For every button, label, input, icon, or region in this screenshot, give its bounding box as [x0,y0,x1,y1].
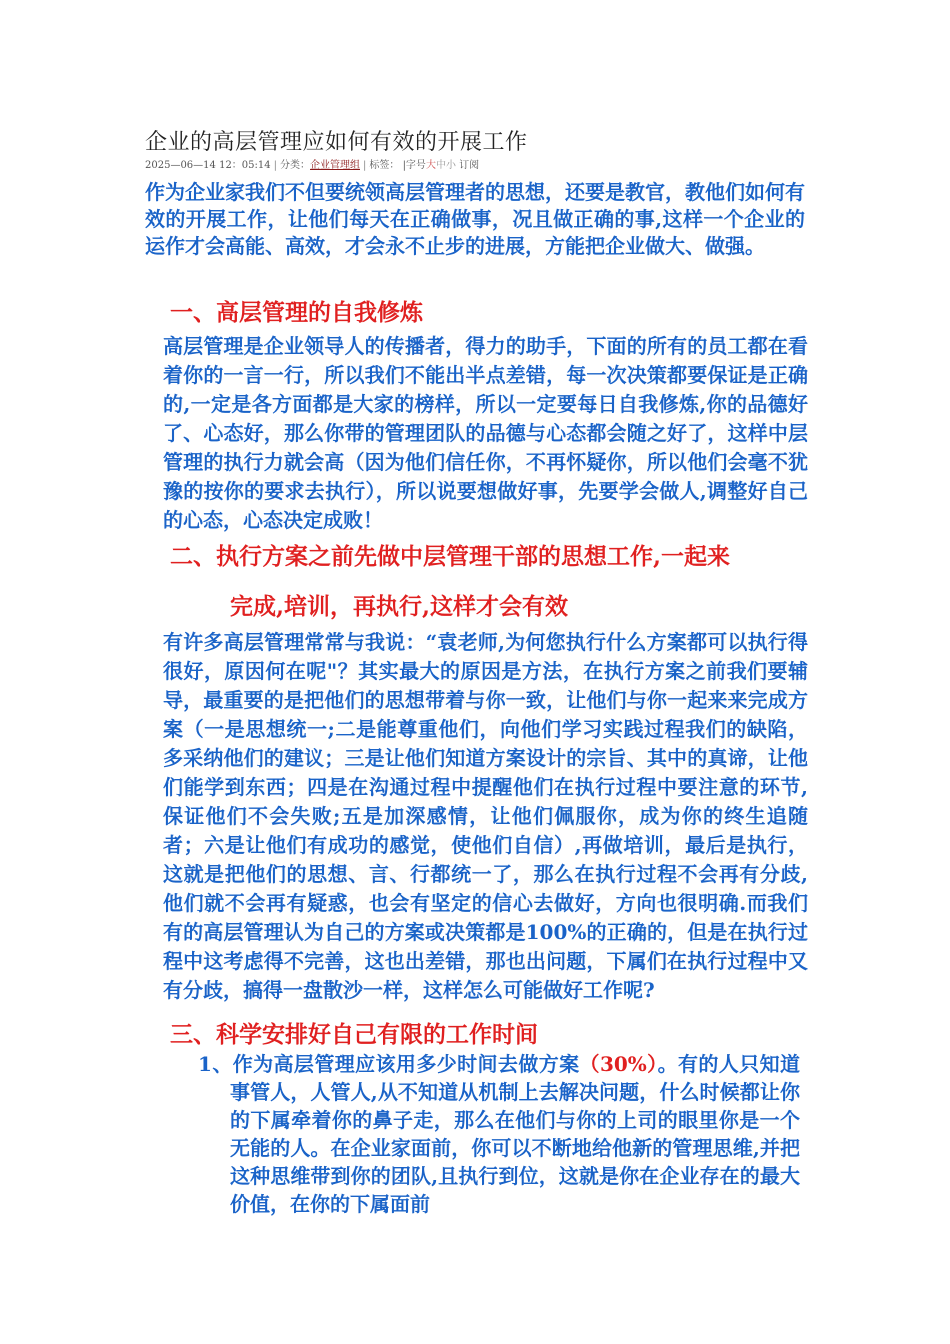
font-size-small[interactable]: 小 [445,160,456,171]
section-heading-2-line1: 二、执行方案之前先做中层管理干部的思想工作,一起来 [170,543,731,570]
category-link[interactable]: 企业管理组 [310,160,360,171]
percentage-highlight: （30%） [579,1052,658,1076]
meta-divider: | [273,160,277,171]
font-size-medium[interactable]: 中 [435,160,446,171]
list-item-rest: 。有的人只知道事管人，人管人,从不知道从机制上去解决问题，什么时候都让你的下属牵着你的鼻子走，那么在他们与你的上司的眼里你是一个无能的人。在企业家面前，你可以不断地给他新的管理思维,并把这种思维带到你的团队,且执行到位，这就是你在企业存在的最大价值，在你的下属面前 [230,1052,801,1216]
post-date: 2025—06—14 12：05:14 [145,160,271,171]
section-heading-3: 三、科学安排好自己有限的工作时间 [170,1021,538,1048]
list-item [170,1050,800,1218]
list-item-text [170,1050,800,1218]
section-heading-2-line2: 完成,培训，再执行,这样才会有效 [230,593,569,620]
tags-label: 标签： [369,160,400,171]
font-size-large[interactable]: 大 [425,160,436,171]
list-item-lead: 作为高层管理应该用多少时间去做方案 [232,1052,580,1076]
article-meta [145,156,479,171]
subscribe-link[interactable]: 订阅 [459,160,480,171]
meta-divider: | [363,160,367,171]
category-label: 分类： [280,160,310,171]
intro-paragraph: 作为企业家我们不但要统领高层管理者的思想，还要是教官，教他们如何有效的开展工作，让他们每天在正确做事，况且做正确的事,这样一个企业的运作才会高能、高效，才会永不止步的进展，方能把企业做大、做强。 [145,180,805,258]
list-item-number: 1、 [198,1052,233,1076]
section-body-2: 有许多高层管理常常与我说：“袁老师,为何您执行什么方案都可以执行得很好，原因何在呢"？其实最大的原因是方法，在执行方案之前我们要辅导，最重要的是把他们的思想带着与你一致，让他们与你一起来来完成方案（一是思想统一;二是能尊重他们，向他们学习实践过程我们的缺陷，多采纳他们的建议；三是让他们知道方案设计的宗旨、其中的真谛，让他们能学到东西；四是在沟通过程中提醒他们在执行过程中要注意的环节,保证他们不会失败;五是加深感情，让他们佩服你，成为你的终生追随者；六是让他们有成功的感觉，使他们自信）,再做培训，最后是执行，这就是把他们的思想、言、行都统一了，那么在执行过程不会再有分歧,他们就不会再有疑惑，也会有坚定的信心去做好，方向也很明确.而我们有的高层管理认为自己的方案或决策都是100%的正确的，但是在执行过程中这考虑得不完善，这也出差错，那也出问题，下属们在执行过程中又有分歧，搞得一盘散沙一样，这样怎么可能做好工作呢? [163,630,808,1002]
article-title: 企业的高层管理应如何有效的开展工作 [145,130,528,155]
section-heading-1: 一、高层管理的自我修炼 [170,299,423,326]
section-body-1: 高层管理是企业领导人的传播者，得力的助手，下面的所有的员工都在看着你的一言一行，所以我们不能出半点差错，每一次决策都要保证是正确的,一定是各方面都是大家的榜样，所以一定要每日自我修炼,你的品德好了、心态好，那么你带的管理团队的品德与心态都会随之好了，这样中层管理的执行力就会高（因为他们信任你，不再怀疑你，所以他们会毫不犹豫的按你的要求去执行），所以说要想做好事，先要学会做人,调整好自己的心态，心态决定成败！ [163,334,808,532]
font-size-label: |字号 [402,160,426,171]
